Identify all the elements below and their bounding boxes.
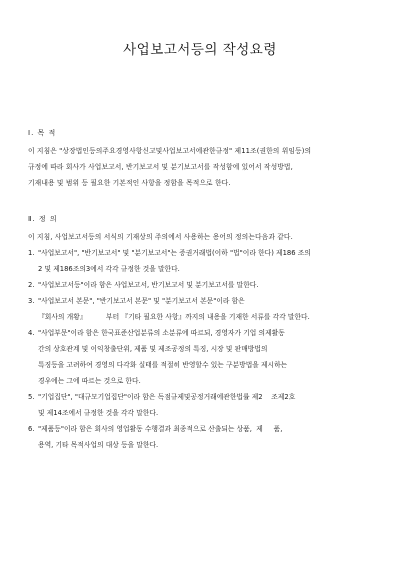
item-number: 5. bbox=[28, 393, 35, 401]
section-purpose-body bbox=[28, 143, 373, 191]
item-text-continued: 『회사의 개황』 부터 『기타 필요한 사항』까지의 내용을 기재한 서류를 각각 말한다. bbox=[38, 313, 310, 321]
item-text: "제품등"이라 함은 회사의 영업활동 수행결과 최종적으로 산출되는 상품, 제 품, bbox=[38, 425, 283, 433]
item-text: "사업보고서등"이라 함은 사업보고서, 반기보고서 및 분기보고서를 말한다. bbox=[38, 281, 259, 289]
item-text-continued: 특징등을 고려하여 경영의 다각화 실태를 적절히 반영할수 있는 구분방법을 제시하는 bbox=[38, 361, 288, 369]
definition-item-2 bbox=[28, 277, 373, 293]
definition-item-5 bbox=[28, 389, 373, 421]
item-number: 6. bbox=[28, 425, 35, 433]
item-number: 1. bbox=[28, 249, 35, 257]
text-line: 이 지침, 사업보고서등의 서식의 기재상의 주의에서 사용하는 용어의 정의는다음과 같다. bbox=[28, 233, 293, 241]
item-text-continued: 용역, 기타 목적사업의 대상 등을 말한다. bbox=[38, 441, 159, 449]
item-number: 2. bbox=[28, 281, 35, 289]
definition-item-6 bbox=[28, 421, 373, 453]
text-line: 규정에 따라 회사가 사업보고서, 반기보고서 및 분기보고서를 작성함에 있어서 작성방법, bbox=[28, 163, 293, 171]
item-text-continued: 간의 상호관계 및 이익창출단위, 제품 및 제조공정의 특징, 시장 및 판매방법의 bbox=[38, 345, 268, 353]
section-definitions-intro bbox=[28, 229, 373, 245]
definition-item-1 bbox=[28, 245, 373, 277]
definition-item-4 bbox=[28, 325, 373, 389]
item-text: "사업보고서 본문", "반기보고서 본문" 및 "분기보고서 본문"이라 함은 bbox=[38, 297, 245, 305]
item-number: 4. bbox=[28, 329, 35, 337]
item-text-continued: 및 제14조에서 규정한 것을 각각 말한다. bbox=[38, 409, 159, 417]
item-text: "기업집단", "대규모기업집단"이라 함은 독점규제및공정거래에관한법률 제2 조제2호 bbox=[38, 393, 296, 401]
item-text-continued: 경우에는 그에 따르는 것으로 한다. bbox=[38, 377, 141, 385]
section-heading-purpose: Ⅰ. 목 적 bbox=[28, 129, 57, 137]
text-line: 이 지침은 "상장법인등의주요경영사항신고및사업보고서에관한규정" 제11조(권한의 위임등)의 bbox=[28, 147, 312, 155]
definition-item-3 bbox=[28, 293, 373, 325]
item-text: "사업보고서", "반기보고서" 및 "분기보고서"는 증권거래법(이하 "법"이라 한다) 제186 조의 bbox=[38, 249, 311, 257]
document-title: 사업보고서등의 작성요령 bbox=[123, 42, 277, 58]
item-number: 3. bbox=[28, 297, 35, 305]
item-text-continued: 2 및 제186조의3에서 각각 규정한 것을 말한다. bbox=[38, 265, 180, 273]
section-heading-definitions: Ⅱ. 정 의 bbox=[28, 215, 58, 223]
item-text: "사업부문"이라 함은 한국표준산업분류의 소분류에 따르되, 경영자가 기업 의제활동 bbox=[38, 329, 285, 337]
text-line: 기재내용 및 범위 등 필요한 기본적인 사항을 정함을 목적으로 한다. bbox=[28, 179, 231, 187]
